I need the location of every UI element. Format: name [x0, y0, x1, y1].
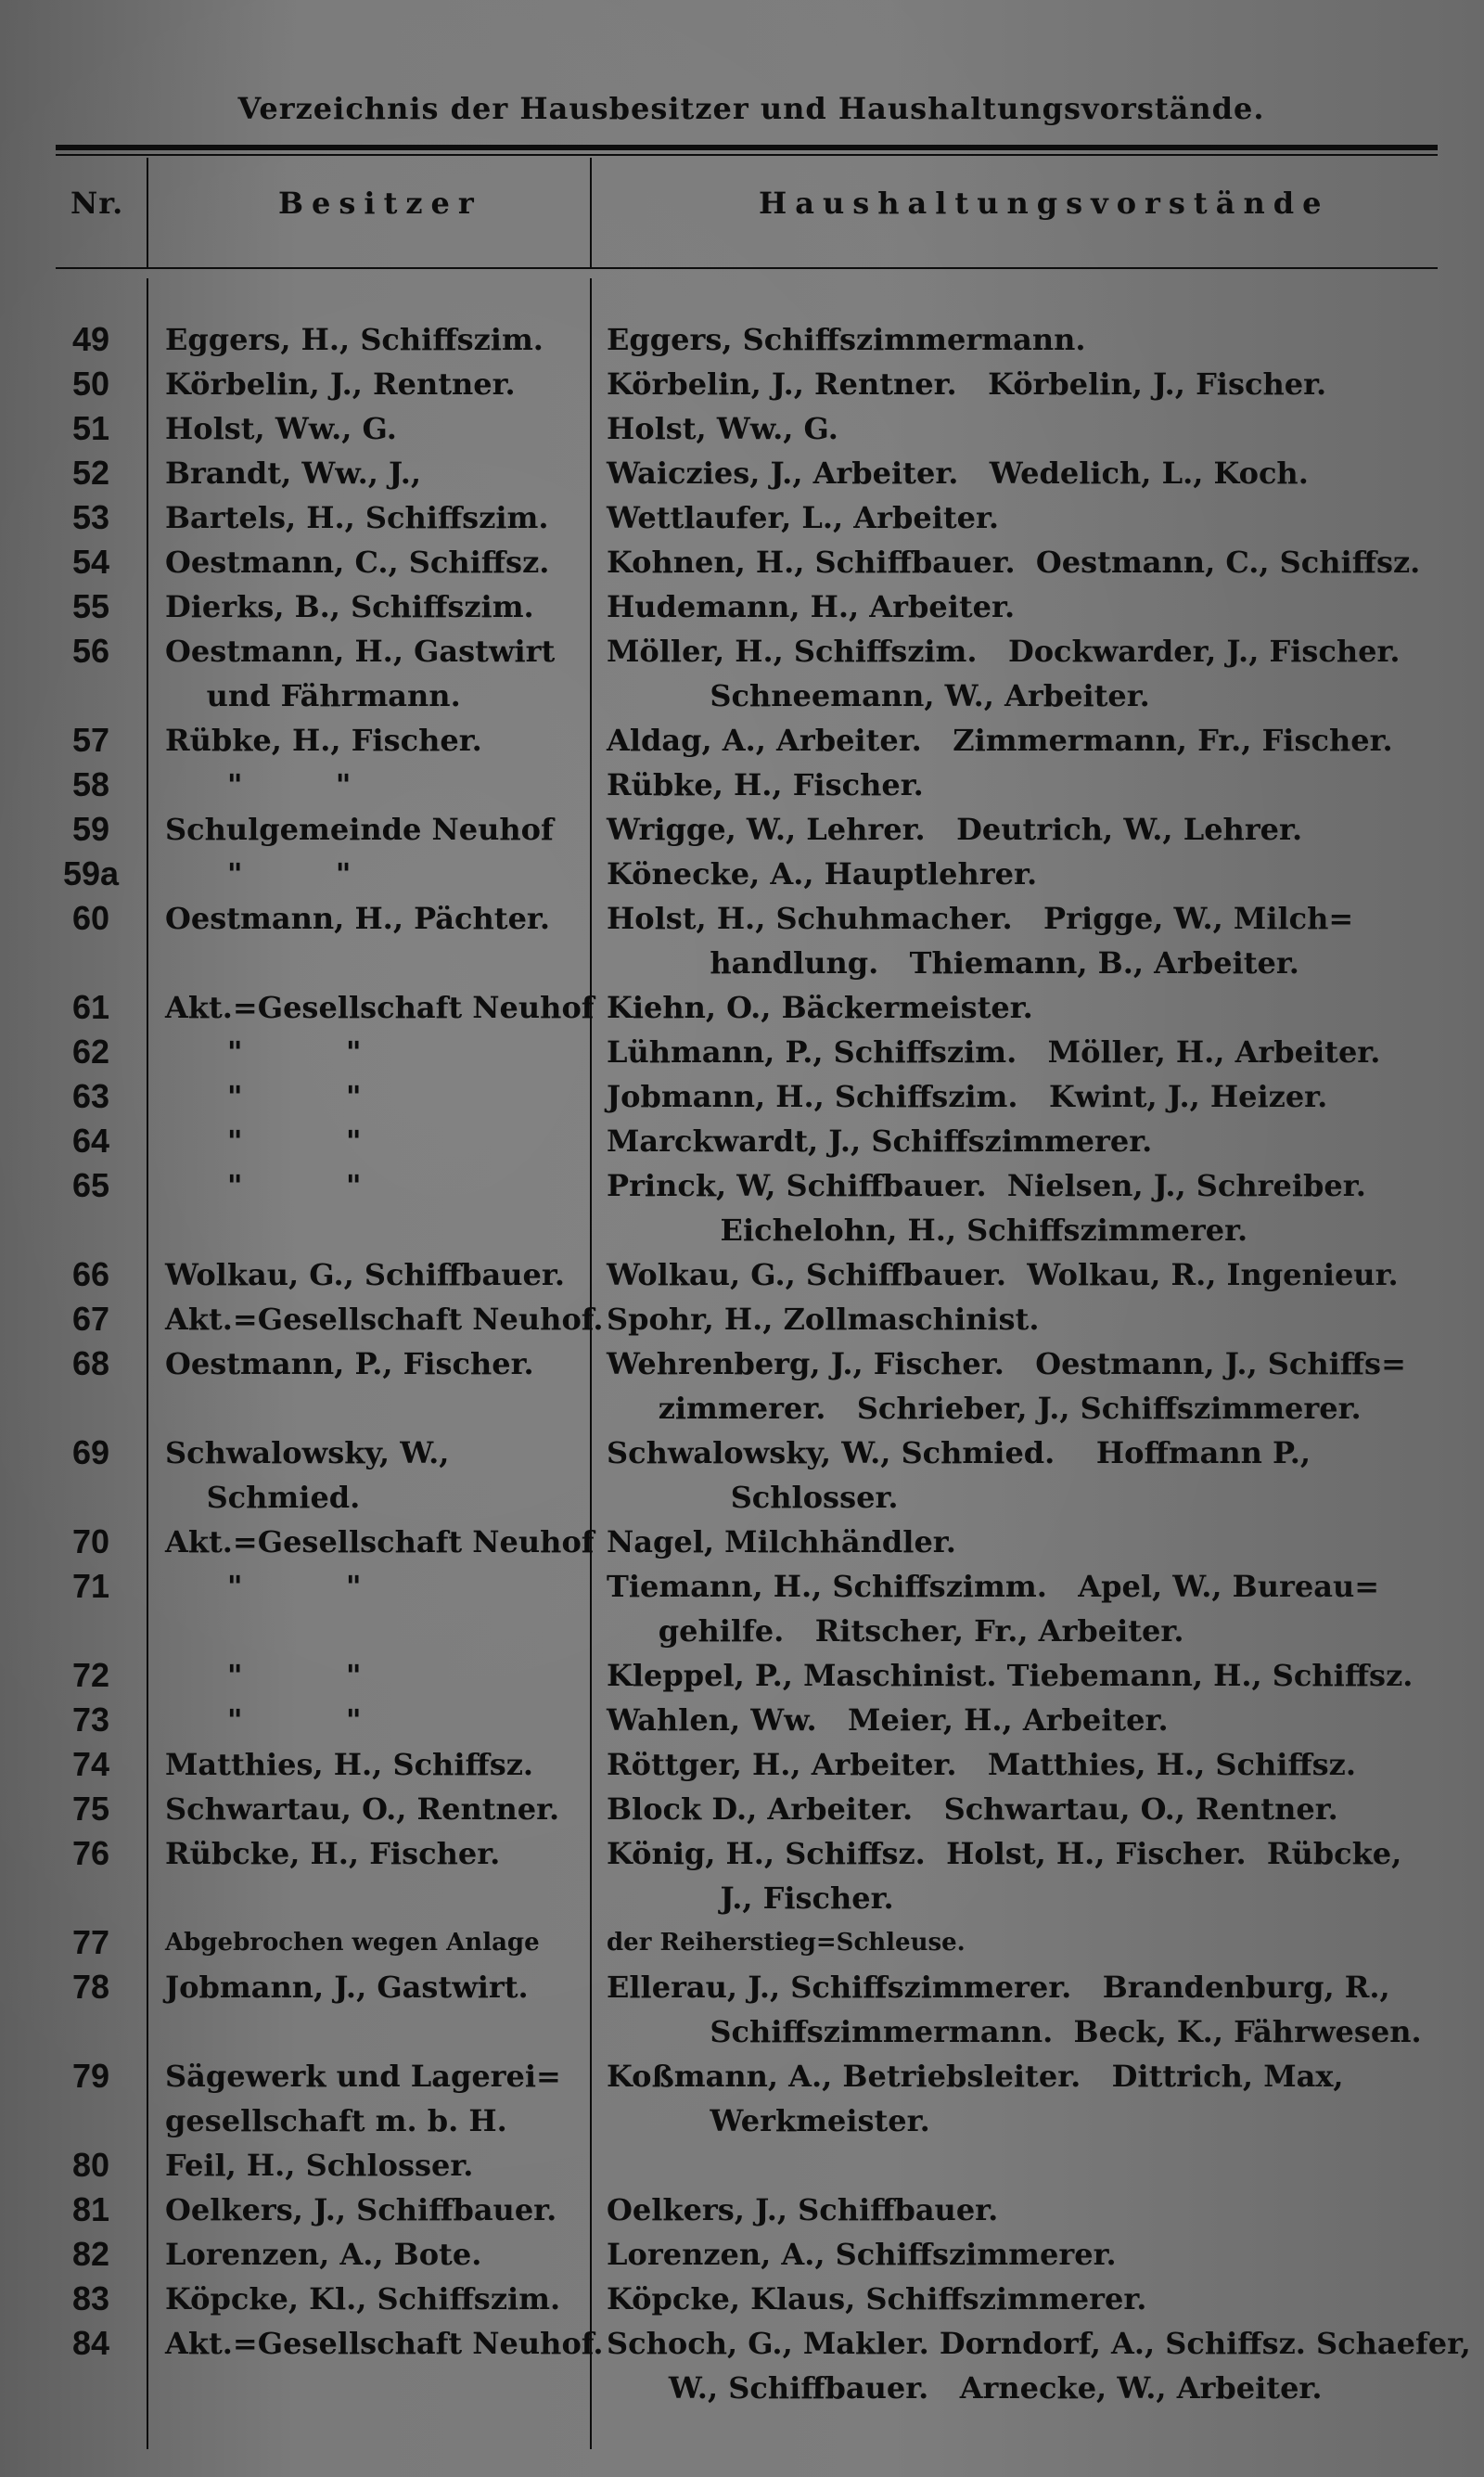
vorstaende-cell	[607, 495, 1456, 540]
table-row	[0, 2232, 1484, 2277]
besitzer-line: " "	[165, 1702, 362, 1738]
row-number: 84	[71, 2324, 110, 2362]
vorstaende-cell	[607, 1119, 1456, 1163]
vorstaende-cell	[607, 2277, 1456, 2321]
table-row	[0, 629, 1484, 718]
besitzer-line: Feil, H., Schlosser.	[165, 2148, 474, 2183]
vorstaende-cell	[607, 1965, 1456, 2054]
besitzer-cell	[165, 1252, 590, 1297]
column-divider-nr-header	[147, 158, 148, 267]
vorstaende-line: Princk, W, Schiffbauer. Nielsen, J., Schreiber.	[607, 1168, 1366, 1203]
row-number: 69	[71, 1433, 110, 1471]
table-row	[0, 2143, 1484, 2188]
row-number: 53	[71, 498, 110, 536]
vorstaende-cell	[607, 2321, 1471, 2410]
row-number: 72	[71, 1656, 110, 1694]
table-row	[0, 1163, 1484, 1252]
vorstaende-cell	[607, 540, 1456, 584]
vorstaende-cell	[607, 985, 1456, 1030]
row-number: 63	[71, 1077, 110, 1115]
row-number: 75	[71, 1790, 110, 1828]
vorstaende-cell	[607, 406, 1456, 451]
row-number: 49	[71, 320, 110, 358]
row-number: 60	[71, 899, 110, 937]
besitzer-cell	[165, 1119, 590, 1163]
vorstaende-line: Wolkau, G., Schiffbauer. Wolkau, R., Ingenieur.	[607, 1257, 1399, 1292]
vorstaende-line: Kleppel, P., Maschinist. Tiebemann, H., Schiffsz.	[607, 1658, 1414, 1693]
besitzer-line: " "	[165, 1034, 362, 1070]
vorstaende-line: Wahlen, Ww. Meier, H., Arbeiter.	[607, 1702, 1169, 1738]
table-row	[0, 1074, 1484, 1119]
besitzer-cell	[165, 1030, 590, 1074]
besitzer-line: Rübke, H., Fischer.	[165, 723, 482, 758]
table-row	[0, 1698, 1484, 1742]
table-row	[0, 1252, 1484, 1297]
table-row	[0, 2054, 1484, 2143]
vorstaende-cell	[607, 1831, 1456, 1920]
besitzer-cell	[165, 1965, 590, 2009]
table-row	[0, 763, 1484, 807]
row-number: 51	[71, 409, 110, 447]
vorstaende-line: Schoch, G., Makler. Dorndorf, A., Schiffsz. Schaefer,	[607, 2326, 1471, 2361]
vorstaende-line: Schneemann, W., Arbeiter.	[607, 678, 1150, 713]
page-title: Verzeichnis der Hausbesitzer und Haushaltungsvorstände.	[237, 91, 1265, 126]
besitzer-cell	[165, 1163, 590, 1208]
row-number: 59	[71, 810, 110, 848]
vorstaende-line: Jobmann, H., Schiffszim. Kwint, J., Heizer.	[607, 1079, 1328, 1114]
vorstaende-cell	[607, 1920, 1456, 1965]
vorstaende-cell	[607, 1653, 1456, 1698]
header-haushaltungsvorstaende: Haushaltungsvorstände	[759, 186, 1330, 221]
vorstaende-line: Eichelohn, H., Schiffszimmerer.	[607, 1213, 1248, 1248]
besitzer-line: Oestmann, H., Gastwirt	[165, 634, 556, 669]
vorstaende-cell	[607, 1163, 1456, 1252]
vorstaende-cell	[607, 1297, 1456, 1341]
vorstaende-line: Wrigge, W., Lehrer. Deutrich, W., Lehrer.	[607, 812, 1303, 847]
vorstaende-line: der Reiherstieg=Schleuse.	[607, 1929, 966, 1957]
besitzer-line: " "	[165, 767, 352, 802]
header-nr: Nr.	[70, 186, 124, 221]
besitzer-cell	[165, 406, 590, 451]
besitzer-cell	[165, 807, 590, 852]
besitzer-cell	[165, 1074, 590, 1119]
vorstaende-line: Koßmann, A., Betriebsleiter. Dittrich, Max,	[607, 2059, 1344, 2094]
table-row	[0, 1965, 1484, 2054]
besitzer-cell	[165, 718, 590, 763]
top-rule-thin	[56, 154, 1438, 156]
besitzer-line: Schulgemeinde Neuhof	[165, 812, 554, 847]
besitzer-line: Sägewerk und Lagerei=	[165, 2059, 561, 2094]
besitzer-line: Akt.=Gesellschaft Neuhof.	[165, 2326, 604, 2361]
vorstaende-cell	[607, 1698, 1456, 1742]
vorstaende-line: zimmerer. Schrieber, J., Schiffszimmerer.	[607, 1391, 1362, 1426]
besitzer-cell	[165, 1653, 590, 1698]
table-row	[0, 540, 1484, 584]
register-table	[0, 317, 1484, 2410]
vorstaende-cell	[607, 584, 1456, 629]
vorstaende-cell	[607, 1742, 1456, 1787]
besitzer-line: Eggers, H., Schiffszim.	[165, 322, 544, 357]
vorstaende-cell	[607, 807, 1456, 852]
vorstaende-line: gehilfe. Ritscher, Fr., Arbeiter.	[607, 1613, 1184, 1649]
row-number: 55	[71, 587, 110, 625]
vorstaende-line: Aldag, A., Arbeiter. Zimmermann, Fr., Fischer.	[607, 723, 1393, 758]
vorstaende-cell	[607, 2188, 1456, 2232]
row-number: 56	[71, 632, 110, 670]
vorstaende-line: Ellerau, J., Schiffszimmerer. Brandenburg, R.,	[607, 1970, 1390, 2005]
besitzer-line: Schwartau, O., Rentner.	[165, 1791, 560, 1827]
vorstaende-line: Wehrenberg, J., Fischer. Oestmann, J., Schiffs=	[607, 1346, 1406, 1381]
vorstaende-line: Röttger, H., Arbeiter. Matthies, H., Schiffsz.	[607, 1747, 1356, 1782]
besitzer-cell	[165, 584, 590, 629]
besitzer-line: Schwalowsky, W.,	[165, 1435, 450, 1470]
row-number: 67	[71, 1300, 110, 1338]
vorstaende-cell	[607, 1431, 1456, 1520]
vorstaende-cell	[607, 1520, 1456, 1564]
besitzer-line: Oestmann, H., Pächter.	[165, 901, 550, 936]
vorstaende-line: Spohr, H., Zollmaschinist.	[607, 1302, 1040, 1337]
besitzer-line: Abgebrochen wegen Anlage	[165, 1929, 540, 1957]
vorstaende-cell	[607, 1564, 1456, 1653]
table-row	[0, 807, 1484, 852]
vorstaende-cell	[607, 718, 1456, 763]
row-number: 73	[71, 1701, 110, 1739]
vorstaende-line: Lorenzen, A., Schiffszimmerer.	[607, 2237, 1117, 2272]
table-row	[0, 406, 1484, 451]
table-row	[0, 1653, 1484, 1698]
besitzer-line: Matthies, H., Schiffsz.	[165, 1747, 534, 1782]
row-number: 61	[71, 988, 110, 1026]
vorstaende-cell	[607, 1074, 1456, 1119]
table-row	[0, 1920, 1484, 1965]
vorstaende-line: Kohnen, H., Schiffbauer. Oestmann, C., Schiffsz.	[607, 545, 1421, 580]
vorstaende-line: Waiczies, J., Arbeiter. Wedelich, L., Koch.	[607, 456, 1309, 491]
row-number: 64	[71, 1122, 110, 1160]
besitzer-line: " "	[165, 1658, 362, 1693]
besitzer-line: Holst, Ww., G.	[165, 411, 397, 446]
besitzer-cell	[165, 2321, 604, 2366]
row-number: 76	[71, 1834, 110, 1872]
besitzer-cell	[165, 495, 590, 540]
vorstaende-line: Block D., Arbeiter. Schwartau, O., Rentner.	[607, 1791, 1338, 1827]
besitzer-cell	[165, 1520, 595, 1564]
vorstaende-cell	[607, 763, 1456, 807]
row-number: 50	[71, 365, 110, 403]
vorstaende-line: Wettlaufer, L., Arbeiter.	[607, 500, 1000, 535]
besitzer-cell	[165, 362, 590, 406]
vorstaende-line: Körbelin, J., Rentner. Körbelin, J., Fischer.	[607, 366, 1327, 402]
row-number: 58	[71, 765, 110, 803]
vorstaende-line: handlung. Thiemann, B., Arbeiter.	[607, 945, 1299, 981]
row-number: 54	[71, 543, 110, 581]
besitzer-cell	[165, 896, 590, 941]
vorstaende-line: Hudemann, H., Arbeiter.	[607, 589, 1016, 624]
vorstaende-cell	[607, 317, 1456, 362]
vorstaende-line: Könecke, A., Hauptlehrer.	[607, 856, 1038, 892]
row-number: 68	[71, 1344, 110, 1382]
besitzer-line: " "	[165, 1079, 362, 1114]
besitzer-line: Oelkers, J., Schiffbauer.	[165, 2192, 557, 2227]
table-row	[0, 584, 1484, 629]
besitzer-line: Oestmann, P., Fischer.	[165, 1346, 534, 1381]
vorstaende-cell	[607, 852, 1456, 896]
row-number: 81	[71, 2190, 110, 2228]
vorstaende-line: Rübke, H., Fischer.	[607, 767, 924, 802]
row-number: 70	[71, 1522, 110, 1560]
table-row	[0, 1341, 1484, 1431]
table-row	[0, 1564, 1484, 1653]
table-row	[0, 317, 1484, 362]
vorstaende-line: Schiffszimmermann. Beck, K., Fährwesen.	[607, 2014, 1422, 2049]
besitzer-line: Köpcke, Kl., Schiffszim.	[165, 2281, 561, 2317]
row-number: 57	[71, 721, 110, 759]
row-number: 80	[71, 2146, 110, 2184]
besitzer-cell	[165, 2277, 590, 2321]
besitzer-cell	[165, 1297, 604, 1341]
vorstaende-line: Nagel, Milchhändler.	[607, 1524, 956, 1559]
besitzer-cell	[165, 2232, 590, 2277]
besitzer-line: Jobmann, J., Gastwirt.	[165, 1970, 529, 2005]
besitzer-cell	[165, 1564, 590, 1609]
besitzer-line: " "	[165, 1569, 362, 1604]
besitzer-cell	[165, 852, 590, 896]
besitzer-cell	[165, 451, 590, 495]
table-row	[0, 2321, 1484, 2410]
table-row	[0, 1119, 1484, 1163]
vorstaende-cell	[607, 362, 1456, 406]
table-row	[0, 1297, 1484, 1341]
table-row	[0, 2277, 1484, 2321]
besitzer-line: Körbelin, J., Rentner.	[165, 366, 516, 402]
row-number: 59a	[62, 854, 120, 892]
vorstaende-line: Tiemann, H., Schiffszimm. Apel, W., Bureau=	[607, 1569, 1380, 1604]
table-row	[0, 985, 1484, 1030]
besitzer-line: Schmied.	[165, 1480, 361, 1515]
besitzer-line: Akt.=Gesellschaft Neuhof.	[165, 1302, 604, 1337]
vorstaende-line: W., Schiffbauer. Arnecke, W., Arbeiter.	[607, 2370, 1323, 2406]
row-number: 83	[71, 2279, 110, 2317]
vorstaende-line: Kiehn, O., Bäckermeister.	[607, 990, 1033, 1025]
besitzer-line: und Fährmann.	[165, 678, 461, 713]
row-number: 52	[71, 454, 110, 492]
vorstaende-cell	[607, 1252, 1456, 1297]
vorstaende-line: Eggers, Schiffszimmermann.	[607, 322, 1086, 357]
row-number: 79	[71, 2057, 110, 2095]
table-row	[0, 1431, 1484, 1520]
table-row	[0, 1520, 1484, 1564]
besitzer-line: " "	[165, 856, 352, 892]
besitzer-line: Akt.=Gesellschaft Neuhof	[165, 1524, 595, 1559]
vorstaende-line: Marckwardt, J., Schiffszimmerer.	[607, 1123, 1153, 1159]
table-row	[0, 896, 1484, 985]
vorstaende-line: Oelkers, J., Schiffbauer.	[607, 2192, 999, 2227]
besitzer-cell	[165, 629, 590, 718]
row-number: 65	[71, 1166, 110, 1204]
besitzer-cell	[165, 2143, 590, 2188]
vorstaende-cell	[607, 629, 1456, 718]
besitzer-line: Wolkau, G., Schiffbauer.	[165, 1257, 565, 1292]
vorstaende-cell	[607, 1341, 1456, 1431]
vorstaende-cell	[607, 896, 1456, 985]
vorstaende-cell	[607, 451, 1456, 495]
besitzer-cell	[165, 1787, 590, 1831]
row-number: 77	[71, 1923, 110, 1961]
row-number: 71	[71, 1567, 110, 1605]
besitzer-cell	[165, 985, 595, 1030]
header-rule	[56, 267, 1438, 269]
top-rule-thick	[56, 145, 1438, 150]
table-row	[0, 495, 1484, 540]
besitzer-line: Dierks, B., Schiffszim.	[165, 589, 534, 624]
besitzer-cell	[165, 2054, 590, 2143]
vorstaende-cell	[607, 2232, 1456, 2277]
besitzer-line: " "	[165, 1168, 362, 1203]
table-row	[0, 451, 1484, 495]
besitzer-cell	[165, 1341, 590, 1386]
row-number: 78	[71, 1968, 110, 2006]
besitzer-cell	[165, 540, 590, 584]
vorstaende-line: Lühmann, P., Schiffszim. Möller, H., Arbeiter.	[607, 1034, 1381, 1070]
row-number: 66	[71, 1255, 110, 1293]
besitzer-line: " "	[165, 1123, 362, 1159]
vorstaende-line: Möller, H., Schiffszim. Dockwarder, J., Fischer.	[607, 634, 1401, 669]
besitzer-cell	[165, 1920, 590, 1965]
row-number: 82	[71, 2235, 110, 2273]
table-row	[0, 1787, 1484, 1831]
vorstaende-cell	[607, 1030, 1456, 1074]
row-number: 74	[71, 1745, 110, 1783]
table-row	[0, 1742, 1484, 1787]
vorstaende-line: König, H., Schiffsz. Holst, H., Fischer. Rübcke,	[607, 1836, 1402, 1871]
vorstaende-cell	[607, 2054, 1456, 2143]
besitzer-cell	[165, 763, 590, 807]
besitzer-line: Oestmann, C., Schiffsz.	[165, 545, 550, 580]
row-number: 62	[71, 1033, 110, 1071]
vorstaende-line: Schwalowsky, W., Schmied. Hoffmann P.,	[607, 1435, 1311, 1470]
besitzer-cell	[165, 1698, 590, 1742]
vorstaende-line: Holst, Ww., G.	[607, 411, 838, 446]
besitzer-line: Rübcke, H., Fischer.	[165, 1836, 501, 1871]
besitzer-cell	[165, 317, 590, 362]
table-row	[0, 852, 1484, 896]
header-besitzer: Besitzer	[278, 186, 482, 221]
besitzer-cell	[165, 1431, 590, 1520]
vorstaende-line: J., Fischer.	[607, 1880, 894, 1916]
besitzer-line: Akt.=Gesellschaft Neuhof	[165, 990, 595, 1025]
table-row	[0, 718, 1484, 763]
besitzer-line: Bartels, H., Schiffszim.	[165, 500, 549, 535]
vorstaende-line: Schlosser.	[607, 1480, 899, 1515]
vorstaende-line: Holst, H., Schuhmacher. Prigge, W., Milch=	[607, 901, 1354, 936]
vorstaende-line: Werkmeister.	[607, 2103, 930, 2138]
vorstaende-cell	[607, 1787, 1456, 1831]
table-row	[0, 2188, 1484, 2232]
besitzer-line: gesellschaft m. b. H.	[165, 2103, 507, 2138]
besitzer-cell	[165, 2188, 590, 2232]
besitzer-cell	[165, 1831, 590, 1876]
vorstaende-line: Köpcke, Klaus, Schiffszimmerer.	[607, 2281, 1147, 2317]
table-row	[0, 362, 1484, 406]
besitzer-cell	[165, 1742, 590, 1787]
column-divider-besitzer-header	[590, 158, 592, 267]
besitzer-line: Brandt, Ww., J.,	[165, 456, 421, 491]
table-row	[0, 1030, 1484, 1074]
besitzer-line: Lorenzen, A., Bote.	[165, 2237, 482, 2272]
table-row	[0, 1831, 1484, 1920]
